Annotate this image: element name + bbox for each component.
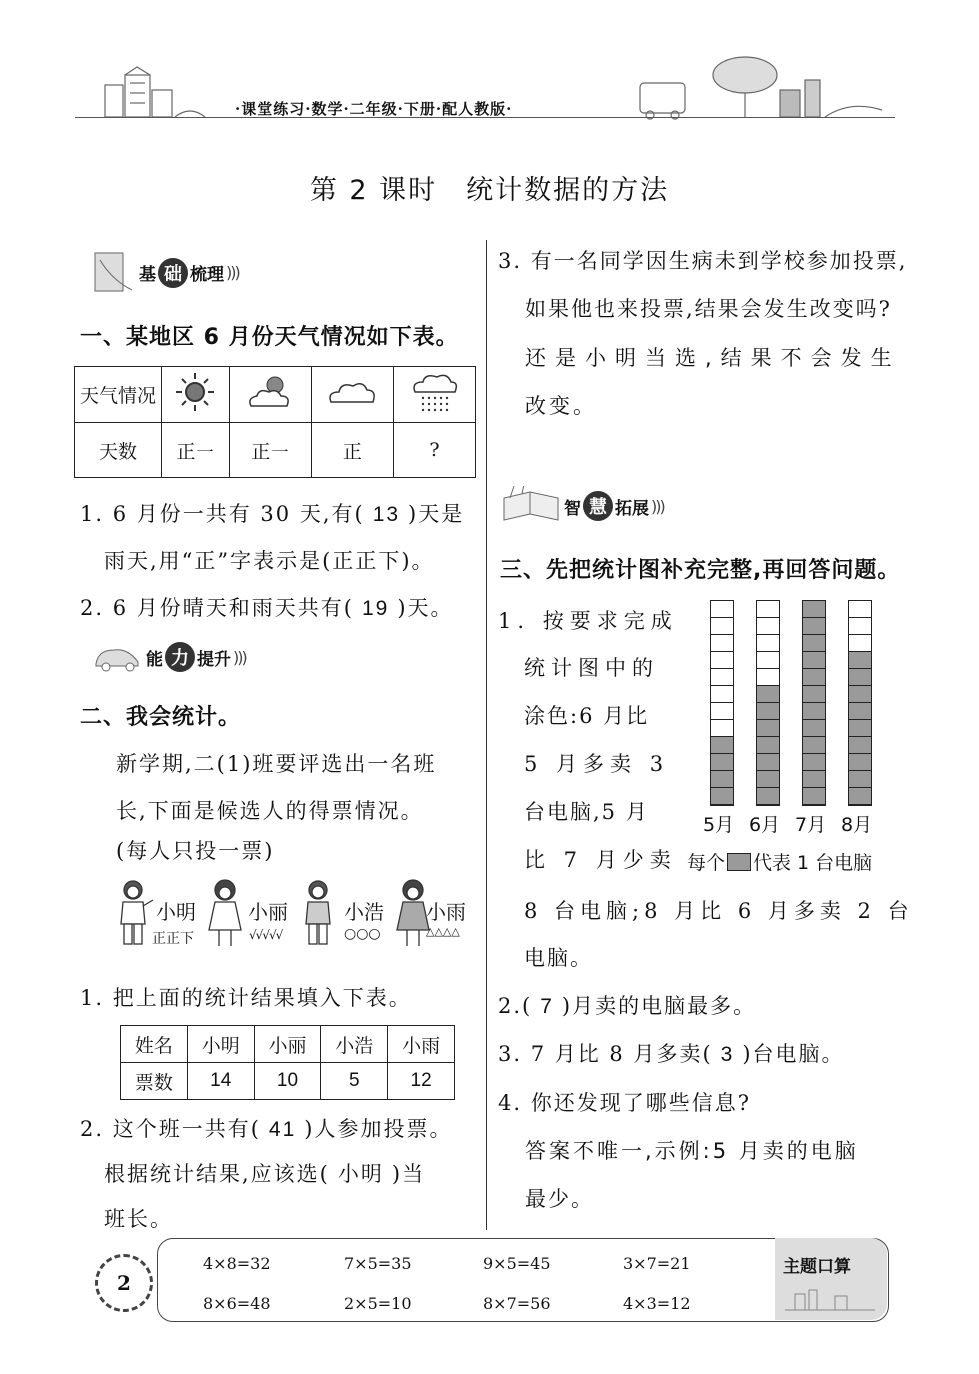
- x-tick-label: 7月: [795, 814, 827, 836]
- s3-q1-line7: 8 台电脑;8 月比 6 月多卖 2 台: [524, 899, 914, 923]
- bar-cell: [711, 652, 733, 669]
- candidate-name-xiaoyu: 小雨: [426, 900, 466, 924]
- car-icon: [92, 640, 144, 674]
- skyline-icon: [785, 1286, 875, 1312]
- section3-heading: 三、先把统计图补充完整,再回答问题。: [500, 558, 901, 583]
- bar-cell: [757, 686, 779, 703]
- bar-6-month: [756, 600, 780, 806]
- calc-8: 4×3=12: [623, 1294, 691, 1313]
- student-icon-xiaoli: [205, 878, 245, 950]
- s2-q3-answer-line2: 改变。: [525, 394, 597, 418]
- bar-cell: [803, 618, 825, 635]
- bar-cell: [849, 635, 871, 652]
- bar-cell: [803, 669, 825, 686]
- header-decoration-right: [620, 55, 890, 120]
- bar-cell: [711, 771, 733, 788]
- x-tick-label: 5月: [703, 814, 735, 836]
- answer-7: 7: [540, 995, 554, 1018]
- bar-7-month: [802, 600, 826, 806]
- bar-cell: [711, 669, 733, 686]
- scroll-icon: [92, 250, 137, 295]
- bar-cell: [757, 788, 779, 805]
- candidate-marks-xiaoyu: △△△△: [426, 925, 460, 938]
- s3-q4-answer-line2: 最少。: [525, 1187, 594, 1211]
- answer-41: 41: [268, 1118, 297, 1141]
- bar-cell: [757, 652, 779, 669]
- bar-cell: [711, 601, 733, 618]
- days-cell-rainy: ?: [393, 423, 475, 478]
- bar-cell: [757, 618, 779, 635]
- s2-q3-answer-line1: 还是小明当选,结果不会发生: [525, 346, 901, 370]
- candidate-name-xiaoming: 小明: [156, 900, 196, 924]
- badge-wisdom: 智 慧 拓展 ))): [500, 486, 664, 526]
- days-row-label: 天数: [75, 423, 162, 478]
- s3-q1-line5: 台电脑,5 月: [524, 800, 649, 824]
- bar-cell: [711, 635, 733, 652]
- bar-cell: [803, 635, 825, 652]
- bar-cell: [849, 669, 871, 686]
- s3-q4-answer-line1: 答案不唯一,示例:5 月卖的电脑: [525, 1139, 859, 1163]
- vote-row-label: 票数: [121, 1063, 188, 1100]
- s2-intro-line1: 新学期,二(1)班要评选出一名班: [116, 752, 437, 776]
- book-icon: [500, 486, 562, 526]
- s1-q1-line1: 1. 6 月份一共有 30 天,有( 13 )天是: [80, 502, 465, 526]
- answer-13: 13: [372, 503, 401, 526]
- bar-cell: [803, 652, 825, 669]
- answer-xiaoming: 小明: [337, 1162, 384, 1186]
- bar-cell: [803, 720, 825, 737]
- candidate-name-xiaoli: 小丽: [248, 900, 288, 924]
- vote-header-xiaoyu: 小雨: [388, 1026, 455, 1063]
- s2-q3-line2: 如果他也来投票,结果会发生改变吗?: [525, 297, 892, 321]
- bar-cell: [803, 737, 825, 754]
- vote-count-xiaoli: 10: [254, 1063, 321, 1100]
- s3-q1-line3: 涂色:6 月比: [524, 704, 650, 728]
- candidate-marks-xiaohao: ○○○: [344, 926, 381, 942]
- bar-cell: [849, 601, 871, 618]
- bar-cell: [757, 601, 779, 618]
- weather-table: [74, 366, 476, 478]
- calc-5: 8×6=48: [203, 1294, 271, 1313]
- days-cell-partly-cloudy: 正㇐: [229, 423, 311, 478]
- header-decoration-left: [90, 65, 220, 120]
- bar-cell: [757, 771, 779, 788]
- bar-cell: [849, 652, 871, 669]
- bar-cell: [711, 737, 733, 754]
- bar-cell: [849, 771, 871, 788]
- days-cell-cloudy: 正: [311, 423, 393, 478]
- vote-count-xiaohao: 5: [321, 1063, 388, 1100]
- student-icon-xiaoming: [115, 878, 155, 950]
- calc-4: 3×7=21: [623, 1254, 691, 1273]
- s3-q1-line2: 统计图中的: [524, 656, 659, 680]
- s2-intro-line2: 长,下面是候选人的得票情况。: [116, 799, 424, 823]
- bar-cell: [849, 618, 871, 635]
- s3-q1-line1: 1. 按要求完成: [498, 609, 678, 633]
- bar-cell: [757, 754, 779, 771]
- bar-cell: [849, 788, 871, 805]
- student-icon-xiaohao: [300, 878, 340, 950]
- bar-cell: [849, 754, 871, 771]
- bar-8-month: [848, 600, 872, 806]
- weather-row-label: 天气情况: [75, 367, 162, 423]
- vote-header-xiaohao: 小浩: [321, 1026, 388, 1063]
- s2-q1: 1. 把上面的统计结果填入下表。: [80, 986, 412, 1010]
- cloudy-icon: [311, 367, 393, 423]
- bar-cell: [711, 686, 733, 703]
- bar-cell: [757, 737, 779, 754]
- vote-count-xiaoming: 14: [187, 1063, 254, 1100]
- bar-5-month: [710, 600, 734, 806]
- bar-cell: [803, 771, 825, 788]
- x-tick-label: 8月: [841, 814, 873, 836]
- computer-sales-chart: [700, 600, 880, 840]
- section2-heading: 二、我会统计。: [80, 705, 242, 730]
- wave-icon: ))): [651, 496, 664, 516]
- book-series-label: ·课堂练习·数学·二年级·下册·配人教版·: [235, 100, 513, 118]
- calc-7: 8×7=56: [483, 1294, 551, 1313]
- s2-q3-line1: 3. 有一名同学因生病未到学校参加投票,: [498, 249, 908, 273]
- bar-cell: [757, 635, 779, 652]
- x-tick-label: 6月: [749, 814, 781, 836]
- s1-q2: 2. 6 月份晴天和雨天共有( 19 )天。: [80, 596, 454, 620]
- legend-swatch: [727, 853, 751, 871]
- bar-cell: [849, 703, 871, 720]
- s2-q2-line1: 2. 这个班一共有( 41 )人参加投票。: [80, 1117, 453, 1141]
- bar-cell: [711, 788, 733, 805]
- s2-intro-line3: (每人只投一票): [116, 839, 275, 863]
- bar-cell: [757, 669, 779, 686]
- lesson-title: 第 2 课时 统计数据的方法: [309, 175, 670, 206]
- calc-6: 2×5=10: [344, 1294, 412, 1313]
- s3-q1-line6: 比 7 月少卖: [524, 848, 677, 872]
- answer-3: 3: [720, 1043, 735, 1066]
- vote-header-xiaoming: 小明: [187, 1026, 254, 1063]
- page-number: 2: [95, 1254, 153, 1312]
- section1-heading: 一、某地区 6 月份天气情况如下表。: [80, 325, 459, 350]
- vote-count-xiaoyu: 12: [388, 1063, 455, 1100]
- answer-19: 19: [361, 597, 390, 620]
- s3-q1-line8: 电脑。: [524, 946, 593, 970]
- footer-tag: 主题口算: [775, 1238, 887, 1320]
- bar-cell: [803, 703, 825, 720]
- candidate-name-xiaohao: 小浩: [344, 900, 384, 924]
- days-cell-sunny: 正㇐: [162, 423, 230, 478]
- s3-q3: 3. 7 月比 8 月多卖( 3 )台电脑。: [498, 1042, 845, 1066]
- bar-cell: [849, 720, 871, 737]
- bar-cell: [711, 703, 733, 720]
- bar-cell: [849, 686, 871, 703]
- bar-cell: [757, 720, 779, 737]
- vote-header-name: 姓名: [121, 1026, 188, 1063]
- candidate-marks-xiaoli: √√√√√: [249, 928, 283, 942]
- calc-1: 4×8=32: [203, 1254, 271, 1273]
- bar-cell: [711, 618, 733, 635]
- wave-icon: ))): [226, 263, 239, 282]
- badge-ability: 能 力 提升 ))): [92, 640, 246, 674]
- s3-q1-line4: 5 月多卖 3: [524, 752, 670, 776]
- bar-cell: [803, 686, 825, 703]
- column-divider: [486, 240, 487, 1230]
- s1-q1-line2: 雨天,用“正”字表示是(正正下)。: [104, 549, 435, 573]
- vote-header-xiaoli: 小丽: [254, 1026, 321, 1063]
- s3-q2: 2.( 7 )月卖的电脑最多。: [498, 994, 757, 1018]
- chart-legend: 每个 代表 1 台电脑: [687, 852, 873, 874]
- rainy-icon: [393, 367, 475, 423]
- bar-cell: [757, 703, 779, 720]
- s3-q4: 4. 你还发现了哪些信息?: [498, 1091, 751, 1115]
- calc-3: 9×5=45: [483, 1254, 551, 1273]
- s2-q2-line3: 班长。: [104, 1207, 173, 1231]
- vote-table: [120, 1025, 455, 1100]
- bar-cell: [803, 754, 825, 771]
- badge-basic: 基 础 梳理 ))): [92, 250, 239, 295]
- partly-cloudy-icon: [229, 367, 311, 423]
- bar-cell: [711, 720, 733, 737]
- bar-cell: [803, 601, 825, 618]
- bar-cell: [803, 788, 825, 805]
- wave-icon: ))): [233, 647, 246, 667]
- candidate-marks-xiaoming: 正正下: [152, 931, 194, 947]
- s2-q2-line2: 根据统计结果,应该选( 小明 )当: [104, 1162, 426, 1186]
- bar-cell: [849, 737, 871, 754]
- calc-2: 7×5=35: [344, 1254, 412, 1273]
- sunny-icon: [162, 367, 230, 423]
- bar-cell: [711, 754, 733, 771]
